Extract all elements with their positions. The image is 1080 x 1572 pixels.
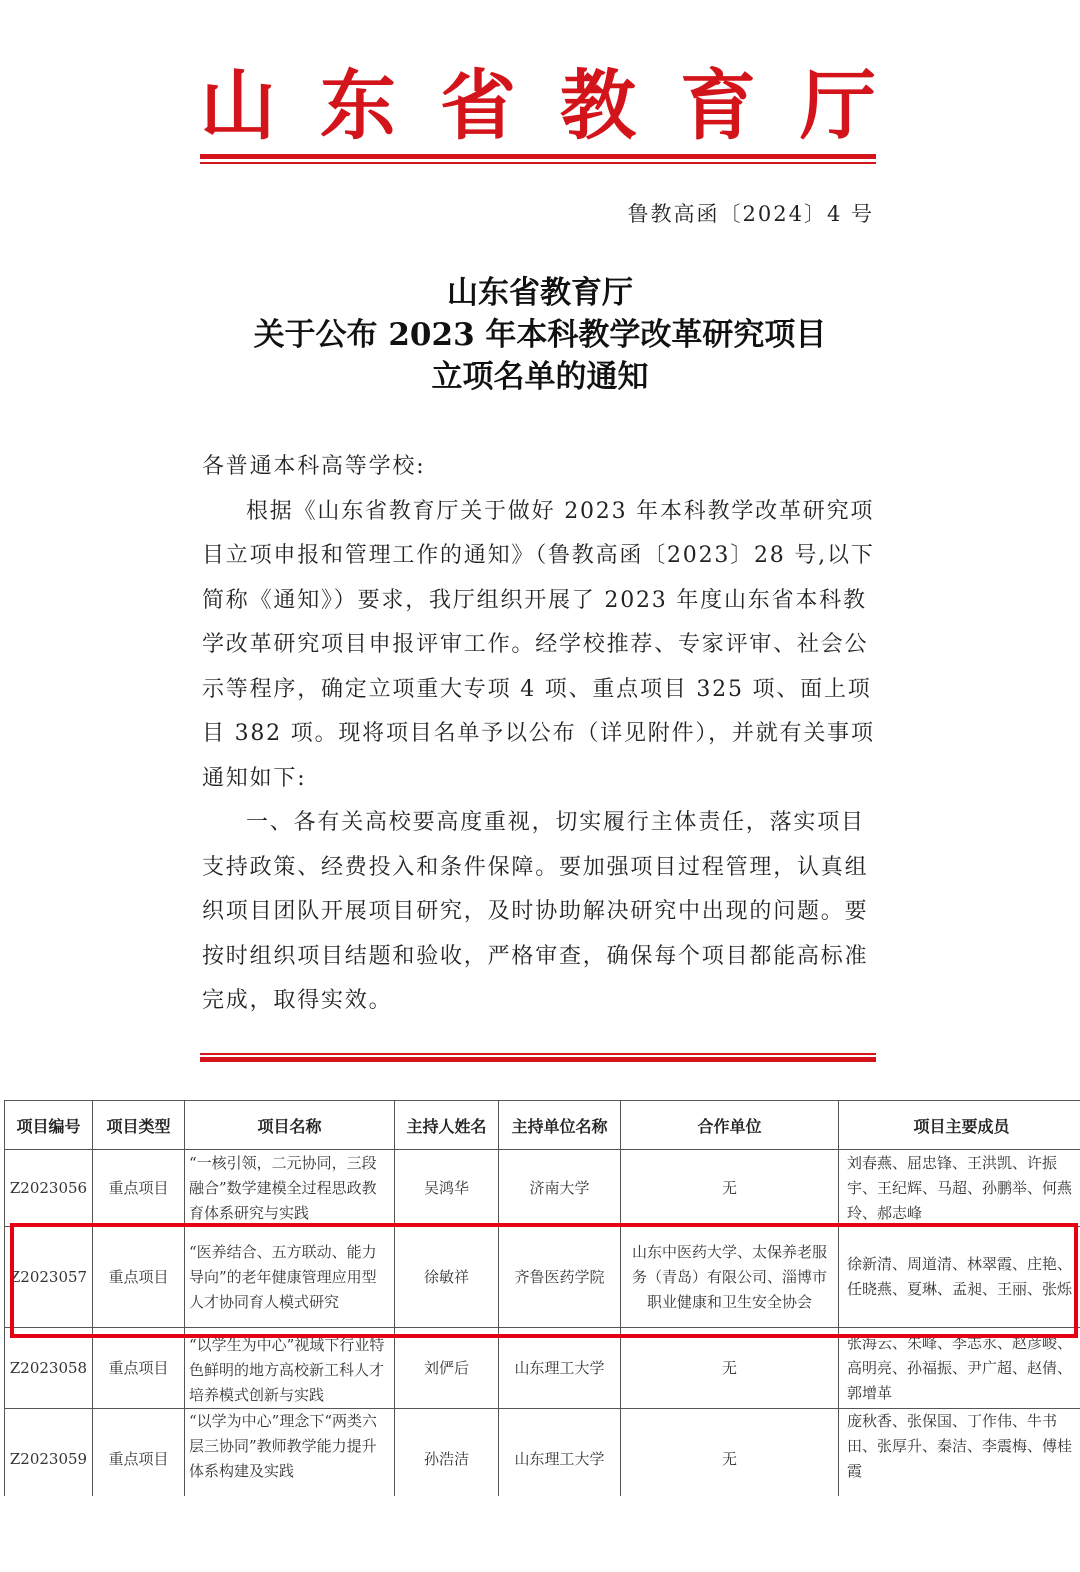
column-header: 主持单位名称 [499, 1101, 621, 1150]
column-header: 项目主要成员 [839, 1101, 1080, 1150]
partner-cell: 无 [621, 1409, 839, 1497]
column-header: 主持人姓名 [395, 1101, 499, 1150]
project-table-excerpt [4, 1100, 1080, 1496]
project-type-cell: 重点项目 [93, 1227, 185, 1328]
project-id-cell: Z2023059 [5, 1409, 93, 1497]
letterhead-rule-thin [200, 162, 876, 164]
host-name-cell: 吴鸿华 [395, 1150, 499, 1227]
project-name-cell: “医养结合、五方联动、能力导向”的老年健康管理应用型人才协同育人模式研究 [185, 1227, 395, 1328]
column-header: 项目类型 [93, 1101, 185, 1150]
salutation: 各普通本科高等学校: [202, 454, 426, 479]
table-header-row [5, 1101, 1080, 1150]
body-paragraph: 根据《山东省教育厅关于做好 2023 年本科教学改革研究项目立项申报和管理工作的通知》（鲁教高函〔2023〕28 号,以下简称《通知》）要求，我厅组织开展了 2023 年度山东省本科教学改革研究项目申报评审工作。经学校推荐、专家评审、社会公示等程序，确定立项重大专项 4 项、重点项目 325 项、面上项目 382 项。现将项目名单予以公布（详见附件），并就有关事项通知如下: [202, 498, 875, 791]
project-type-cell: 重点项目 [93, 1150, 185, 1227]
notice-title [120, 272, 960, 398]
column-header: 项目编号 [5, 1101, 93, 1150]
members-cell: 徐新清、周道清、林翠霞、庄艳、任晓燕、夏琳、孟昶、王丽、张烁 [839, 1227, 1080, 1328]
host-name-cell: 刘俨后 [395, 1328, 499, 1409]
project-name-cell: “一核引领，二元协同，三段融合”数学建模全过程思政教育体系研究与实践 [185, 1150, 395, 1227]
members-cell: 张海云、朱峰、李志永、赵彦峻、高明亮、孙福振、尹广超、赵倩、郭增革 [839, 1328, 1080, 1409]
project-id-cell: Z2023056 [5, 1150, 93, 1227]
letterhead-char: 育 [680, 61, 756, 150]
partner-cell: 无 [621, 1150, 839, 1227]
letterhead-title [200, 61, 876, 150]
members-cell: 刘春燕、屈忠锋、王洪凯、许振宇、王纪辉、马超、孙鹏举、何燕玲、郝志峰 [839, 1150, 1080, 1227]
host-unit-cell: 山东理工大学 [499, 1328, 621, 1409]
letterhead-char: 东 [320, 61, 396, 150]
notice-title-line: 关于公布 2023 年本科教学改革研究项目 [253, 317, 827, 353]
document-number: 鲁教高函〔2024〕4 号 [627, 202, 874, 226]
project-table [4, 1100, 1080, 1496]
footer-rule-thin [200, 1053, 876, 1055]
project-id-cell: Z2023058 [5, 1328, 93, 1409]
letterhead-rule-thick [200, 154, 876, 159]
partner-cell: 山东中医药大学、太保养老服务（青岛）有限公司、淄博市职业健康和卫生安全协会 [621, 1227, 839, 1328]
project-name-cell: “以学为中心”理念下“两类六层三协同”教师教学能力提升体系构建及实践 [185, 1409, 395, 1497]
notice-title-line: 立项名单的通知 [431, 359, 649, 395]
letterhead-char: 山 [200, 61, 276, 150]
table-row [5, 1328, 1080, 1409]
host-name-cell: 孙浩洁 [395, 1409, 499, 1497]
column-header: 合作单位 [621, 1101, 839, 1150]
project-name-cell: “以学生为中心”视域下行业特色鲜明的地方高校新工科人才培养模式创新与实践 [185, 1328, 395, 1409]
footer-rule-thick [200, 1057, 876, 1062]
column-header: 项目名称 [185, 1101, 395, 1150]
partner-cell: 无 [621, 1328, 839, 1409]
notice-body [202, 445, 878, 1024]
host-unit-cell: 齐鲁医药学院 [499, 1227, 621, 1328]
project-type-cell: 重点项目 [93, 1328, 185, 1409]
letterhead-char: 厅 [800, 61, 876, 150]
project-id-cell: Z2023057 [5, 1227, 93, 1328]
letterhead-char: 省 [440, 61, 516, 150]
project-type-cell: 重点项目 [93, 1409, 185, 1497]
letterhead-char: 教 [560, 61, 636, 150]
table-row-highlighted [5, 1227, 1080, 1328]
body-paragraph: 一、各有关高校要高度重视，切实履行主体责任，落实项目支持政策、经费投入和条件保障。要加强项目过程管理，认真组织项目团队开展项目研究，及时协助解决研究中出现的问题。要按时组织项目结题和验收，严格审查，确保每个项目都能高标准完成，取得实效。 [202, 810, 869, 1013]
table-row [5, 1150, 1080, 1227]
host-name-cell: 徐敏祥 [395, 1227, 499, 1328]
table-row [5, 1409, 1080, 1497]
host-unit-cell: 山东理工大学 [499, 1409, 621, 1497]
host-unit-cell: 济南大学 [499, 1150, 621, 1227]
notice-title-line: 山东省教育厅 [447, 275, 633, 311]
members-cell: 庞秋香、张保国、丁作伟、牛书田、张厚升、秦洁、李震梅、傅桂霞 [839, 1409, 1080, 1497]
